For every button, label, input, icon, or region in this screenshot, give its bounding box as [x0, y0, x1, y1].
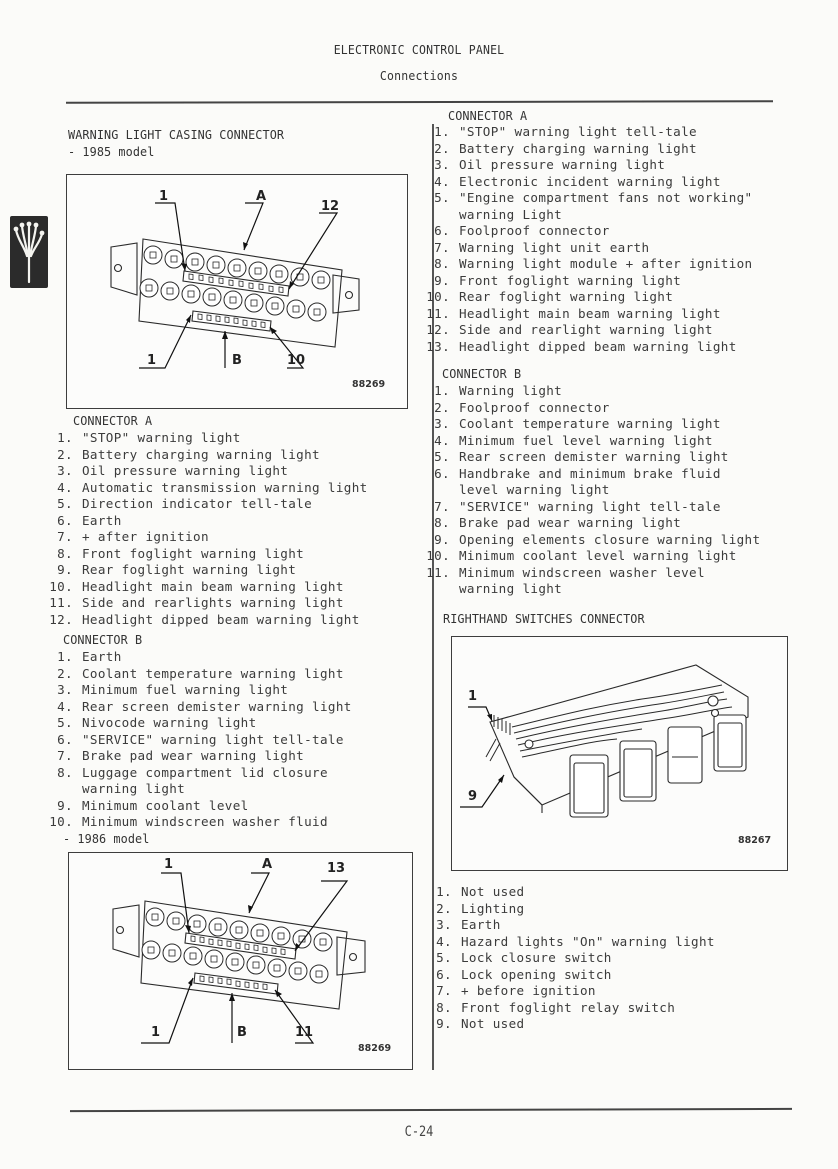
switches-drawing: [452, 637, 787, 870]
connector-1985-drawing: [67, 175, 407, 408]
list-item: [426, 240, 753, 257]
list-item: [428, 917, 715, 934]
item-text: Lock opening switch: [461, 966, 612, 982]
list-item: [426, 565, 760, 598]
item-number: 3.: [434, 416, 450, 431]
list-item: [49, 798, 352, 815]
item-number: 6.: [57, 512, 73, 528]
connector-a-1986-title: CONNECTOR A: [448, 109, 528, 123]
model-1985-label: - 1985 model: [68, 145, 155, 159]
item-number: 10.: [426, 289, 450, 304]
figure-switches-connector: [451, 636, 788, 871]
item-text: Minimum fuel level warning light: [459, 432, 713, 448]
item-text: + after ignition: [82, 529, 209, 544]
list-item: [428, 884, 715, 901]
item-text: Warning light unit earth: [459, 239, 650, 255]
connector-a-1986-list: [426, 124, 753, 355]
item-text: Direction indicator tell-tale: [82, 496, 313, 511]
item-number: 1.: [434, 383, 450, 398]
callout-a-first: 1: [164, 857, 174, 872]
item-text: Lock closure switch: [461, 950, 612, 965]
list-item: [426, 383, 760, 400]
item-text: Battery charging warning light: [82, 446, 320, 462]
item-number: 2.: [57, 665, 73, 681]
list-item: [426, 499, 760, 516]
item-text: Rear screen demister warning light: [82, 698, 352, 714]
item-text: Oil pressure warning light: [82, 463, 289, 478]
item-number: 9.: [436, 1016, 452, 1031]
model-1986-label: - 1986 model: [63, 832, 150, 846]
header-rule: [66, 100, 773, 103]
list-item: [426, 339, 753, 356]
item-number: 1.: [57, 649, 73, 664]
list-item: [426, 223, 753, 240]
item-number: 2.: [434, 140, 450, 156]
list-item: [426, 306, 753, 323]
list-item: [426, 532, 760, 549]
list-item: [426, 141, 753, 158]
connector-b-1985-title: CONNECTOR B: [63, 633, 143, 647]
item-text: "SERVICE" warning light tell-tale: [459, 498, 721, 514]
callout-a-last: 12: [321, 199, 340, 214]
list-item: [49, 765, 352, 798]
list-item: [426, 548, 760, 565]
figure-1985-connector: [66, 174, 408, 409]
list-item: [49, 612, 368, 629]
callout-b-first: 1: [151, 1025, 161, 1040]
item-text: Earth: [82, 649, 122, 664]
list-item: [426, 433, 760, 450]
list-item: [426, 157, 753, 174]
connector-a-1985-list: [49, 430, 368, 628]
switches-list: [428, 884, 715, 1033]
list-item: [426, 124, 753, 141]
item-text: Foolproof connector: [459, 399, 610, 415]
callout-connector-b: B: [237, 1025, 247, 1040]
list-item: [49, 447, 368, 464]
item-number: 9.: [434, 531, 450, 547]
list-item: [428, 967, 715, 984]
item-text: Lighting: [461, 900, 525, 916]
list-item: [49, 430, 368, 447]
list-item: [49, 649, 352, 666]
callout-switch-first: 1: [468, 689, 478, 704]
connector-b-1986-list: [426, 383, 760, 598]
list-item: [426, 449, 760, 466]
list-item: [49, 496, 368, 513]
list-item: [428, 1000, 715, 1017]
item-text: Luggage compartment lid closure warning light: [82, 764, 328, 796]
item-number: 8.: [434, 515, 450, 530]
item-text: Minimum fuel warning light: [82, 682, 289, 697]
item-text: Earth: [82, 512, 122, 528]
callout-b-first: 1: [147, 353, 157, 368]
item-number: 6.: [436, 966, 452, 982]
item-number: 5.: [434, 449, 450, 464]
connector-b-1985-list: [49, 649, 352, 831]
item-number: 4.: [434, 173, 450, 189]
figure-code: 88267: [738, 835, 772, 846]
item-number: 5.: [57, 715, 73, 730]
callout-connector-b: B: [232, 353, 242, 368]
item-number: 7.: [436, 983, 452, 998]
item-number: 7.: [57, 529, 73, 544]
callout-switch-last: 9: [468, 789, 478, 804]
item-text: Side and rearlights warning light: [82, 595, 344, 610]
item-number: 11.: [426, 564, 450, 580]
item-text: Not used: [461, 884, 525, 899]
item-text: Front foglight warning light: [82, 545, 305, 561]
item-text: Electronic incident warning light: [459, 173, 721, 189]
item-text: Oil pressure warning light: [459, 157, 666, 172]
list-item: [428, 901, 715, 918]
item-number: 5.: [57, 496, 73, 511]
item-text: Nivocode warning light: [82, 715, 257, 730]
list-item: [49, 814, 352, 831]
list-item: [49, 463, 368, 480]
item-text: Rear foglight warning light: [459, 289, 674, 304]
item-text: Hazard lights "On" warning light: [461, 933, 715, 949]
item-text: Coolant temperature warning light: [82, 665, 344, 681]
item-number: 8.: [434, 256, 450, 271]
callout-connector-a: A: [262, 857, 273, 872]
list-item: [49, 732, 352, 749]
list-item: [49, 666, 352, 683]
footer-rule: [70, 1108, 792, 1112]
item-number: 11.: [426, 305, 450, 321]
page-number: C-24: [404, 1124, 434, 1140]
page-subtitle: Connections: [379, 68, 459, 83]
item-number: 7.: [57, 748, 73, 763]
item-text: Front foglight relay switch: [461, 999, 676, 1015]
list-item: [49, 480, 368, 497]
callout-b-last: 11: [295, 1025, 314, 1040]
list-item: [49, 529, 368, 546]
item-number: 3.: [436, 917, 452, 932]
item-text: Headlight main beam warning light: [82, 578, 344, 594]
list-item: [49, 682, 352, 699]
list-item: [426, 190, 753, 223]
list-item: [426, 256, 753, 273]
item-number: 1.: [434, 124, 450, 139]
item-number: 3.: [57, 463, 73, 478]
item-number: 2.: [434, 399, 450, 415]
item-text: Foolproof connector: [459, 223, 610, 238]
switches-connector-heading: RIGHTHAND SWITCHES CONNECTOR: [443, 612, 645, 626]
item-text: Side and rearlight warning light: [459, 322, 713, 337]
list-item: [426, 515, 760, 532]
item-number: 5.: [436, 950, 452, 965]
list-item: [426, 322, 753, 339]
item-number: 4.: [57, 698, 73, 714]
item-text: Handbrake and minimum brake fluid level warning light: [459, 465, 721, 497]
list-item: [426, 273, 753, 290]
item-text: Warning light: [459, 383, 563, 398]
item-text: "SERVICE" warning light tell-tale: [82, 731, 344, 747]
item-number: 6.: [57, 731, 73, 747]
item-number: 3.: [434, 157, 450, 172]
figure-1986-connector: [68, 852, 413, 1070]
item-number: 9.: [434, 272, 450, 288]
item-number: 2.: [57, 446, 73, 462]
connector-b-1986-title: CONNECTOR B: [442, 367, 522, 381]
callout-b-last: 10: [287, 353, 306, 368]
item-number: 10.: [49, 578, 73, 594]
item-number: 7.: [434, 498, 450, 514]
item-text: Minimum windscreen washer fluid: [82, 814, 328, 829]
item-text: "Engine compartment fans not working" warning Light: [459, 190, 753, 222]
list-item: [49, 748, 352, 765]
item-text: Headlight dipped beam warning light: [82, 611, 360, 627]
item-text: Minimum coolant level: [82, 797, 249, 813]
item-number: 4.: [436, 933, 452, 949]
item-text: Earth: [461, 917, 501, 932]
item-number: 5.: [434, 190, 450, 205]
callout-a-last: 13: [327, 861, 346, 876]
item-text: Minimum windscreen washer level warning light: [459, 564, 705, 596]
item-number: 9.: [57, 797, 73, 813]
item-text: Battery charging warning light: [459, 140, 697, 156]
list-item: [428, 950, 715, 967]
item-text: Brake pad wear warning light: [82, 748, 305, 763]
wiring-harness-icon: [10, 216, 48, 288]
connector-a-1985-title: CONNECTOR A: [73, 414, 153, 428]
list-item: [428, 1016, 715, 1033]
list-item: [49, 513, 368, 530]
item-number: 8.: [57, 764, 73, 780]
list-item: [49, 562, 368, 579]
item-number: 2.: [436, 900, 452, 916]
list-item: [426, 174, 753, 191]
item-text: "STOP" warning light tell-tale: [459, 124, 697, 139]
list-item: [426, 289, 753, 306]
item-text: Automatic transmission warning light: [82, 479, 368, 495]
item-text: Front foglight warning light: [459, 272, 682, 288]
list-item: [426, 466, 760, 499]
item-number: 8.: [57, 545, 73, 561]
item-number: 9.: [57, 562, 73, 577]
callout-a-first: 1: [159, 189, 169, 204]
item-number: 11.: [49, 595, 73, 610]
item-text: Not used: [461, 1016, 525, 1031]
list-item: [426, 416, 760, 433]
item-number: 6.: [434, 223, 450, 238]
item-text: Warning light module + after ignition: [459, 256, 753, 271]
list-item: [49, 579, 368, 596]
item-number: 1.: [436, 884, 452, 899]
item-number: 8.: [436, 999, 452, 1015]
item-number: 10.: [426, 548, 450, 563]
figure-code: 88269: [358, 1043, 392, 1054]
item-text: Coolant temperature warning light: [459, 416, 721, 431]
item-number: 10.: [49, 814, 73, 829]
item-number: 7.: [434, 239, 450, 255]
item-text: Headlight dipped beam warning light: [459, 338, 737, 354]
item-number: 12.: [49, 611, 73, 627]
list-item: [49, 699, 352, 716]
item-number: 3.: [57, 682, 73, 697]
casing-connector-heading: WARNING LIGHT CASING CONNECTOR: [68, 128, 285, 142]
connector-b-strip: [192, 311, 271, 331]
item-text: Rear screen demister warning light: [459, 449, 729, 464]
list-item: [428, 934, 715, 951]
list-item: [49, 595, 368, 612]
item-text: Headlight main beam warning light: [459, 305, 721, 321]
callout-connector-a: A: [256, 189, 267, 204]
item-number: 12.: [426, 322, 450, 337]
list-item: [428, 983, 715, 1000]
item-number: 13.: [426, 338, 450, 354]
list-item: [49, 715, 352, 732]
item-text: + before ignition: [461, 983, 596, 998]
item-text: Brake pad wear warning light: [459, 515, 682, 530]
item-text: Opening elements closure warning light: [459, 531, 761, 547]
item-number: 6.: [434, 465, 450, 481]
item-text: "STOP" warning light: [82, 430, 241, 445]
item-number: 4.: [57, 479, 73, 495]
figure-code: 88269: [352, 379, 386, 390]
list-item: [49, 546, 368, 563]
item-number: 4.: [434, 432, 450, 448]
page-title: ELECTRONIC CONTROL PANEL: [333, 42, 505, 57]
item-number: 1.: [57, 430, 73, 445]
item-text: Minimum coolant level warning light: [459, 548, 737, 563]
list-item: [426, 400, 760, 417]
item-text: Rear foglight warning light: [82, 562, 297, 577]
